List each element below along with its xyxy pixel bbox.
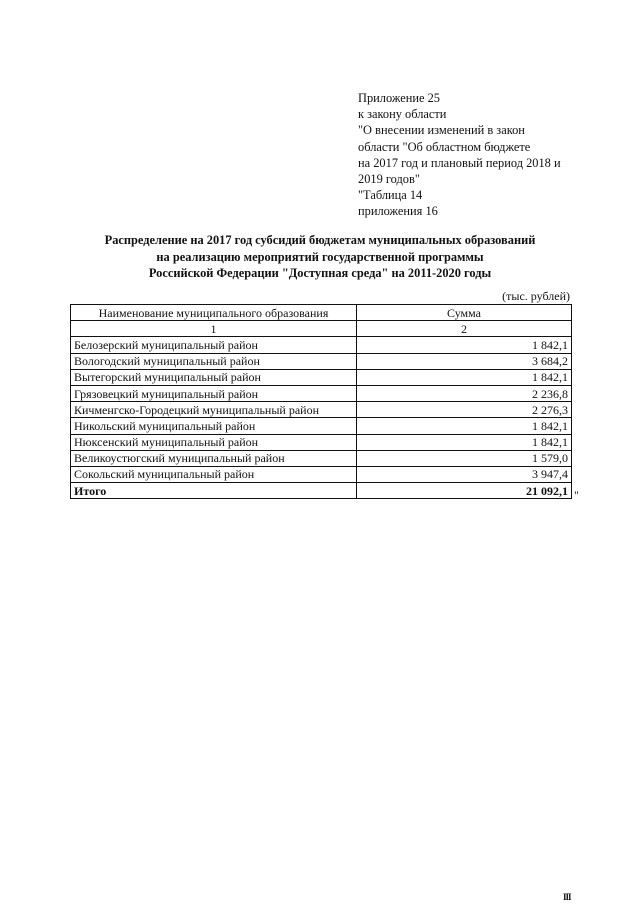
title-line: Распределение на 2017 год субсидий бюджетам муниципальных образований [104, 233, 536, 247]
district-name: Великоустюгский муниципальный район [71, 450, 357, 466]
district-name: Вологодский муниципальный район [71, 353, 357, 369]
district-name: Грязовецкий муниципальный район [71, 385, 357, 401]
annex-line: приложения 16 [358, 204, 438, 219]
annex-line: 2019 годов" [358, 172, 420, 187]
total-row [71, 483, 572, 499]
district-sum: 1 842,1 [357, 369, 572, 385]
total-label: Итого [71, 483, 357, 499]
total-sum: 21 092,1 [357, 483, 572, 499]
table-row [71, 450, 572, 466]
header-name: Наименование муниципального образования [71, 305, 357, 321]
annex-line: к закону области [358, 107, 447, 122]
closing-quote: " [574, 488, 579, 502]
district-sum: 1 579,0 [357, 450, 572, 466]
district-sum: 2 236,8 [357, 385, 572, 401]
district-name: Белозерский муниципальный район [71, 337, 357, 353]
annex-line: области "Об областном бюджете [358, 139, 531, 154]
table-row [71, 434, 572, 450]
table-header-row [71, 305, 572, 321]
column-number-row [71, 321, 572, 337]
district-name: Кичменгско-Городецкий муниципальный район [71, 402, 357, 418]
title-line: на реализацию мероприятий государственной программы [156, 249, 484, 264]
district-sum: 3 684,2 [357, 353, 572, 369]
table-row [71, 385, 572, 401]
annex-line: "О внесении изменений в закон [358, 123, 525, 138]
district-name: Вытегорский муниципальный район [71, 369, 357, 385]
annex-header [358, 90, 598, 220]
district-sum: 1 842,1 [357, 418, 572, 434]
table-row [71, 402, 572, 418]
district-name: Никольский муниципальный район [71, 418, 357, 434]
table-row [71, 369, 572, 385]
page-mark: III [563, 892, 571, 902]
header-sum: Сумма [357, 305, 572, 321]
table-row [71, 418, 572, 434]
district-name: Нюксенский муниципальный район [71, 434, 357, 450]
annex-line: "Таблица 14 [358, 188, 423, 203]
column-number: 2 [357, 321, 572, 337]
district-sum: 1 842,1 [357, 337, 572, 353]
title-line: Российской Федерации "Доступная среда" на 2011-2020 годы [148, 266, 492, 280]
district-sum: 3 947,4 [357, 466, 572, 482]
annex-line: на 2017 год и плановый период 2018 и [358, 155, 561, 170]
table-row [71, 337, 572, 353]
annex-line: Приложение 25 [358, 91, 440, 105]
subsidy-table [70, 304, 572, 499]
district-sum: 1 842,1 [357, 434, 572, 450]
column-number: 1 [71, 321, 357, 337]
units-label: (тыс. рублей) [502, 289, 570, 303]
table-row [71, 466, 572, 482]
document-title [70, 232, 570, 282]
district-sum: 2 276,3 [357, 402, 572, 418]
district-name: Сокольский муниципальный район [71, 466, 357, 482]
table-row [71, 353, 572, 369]
